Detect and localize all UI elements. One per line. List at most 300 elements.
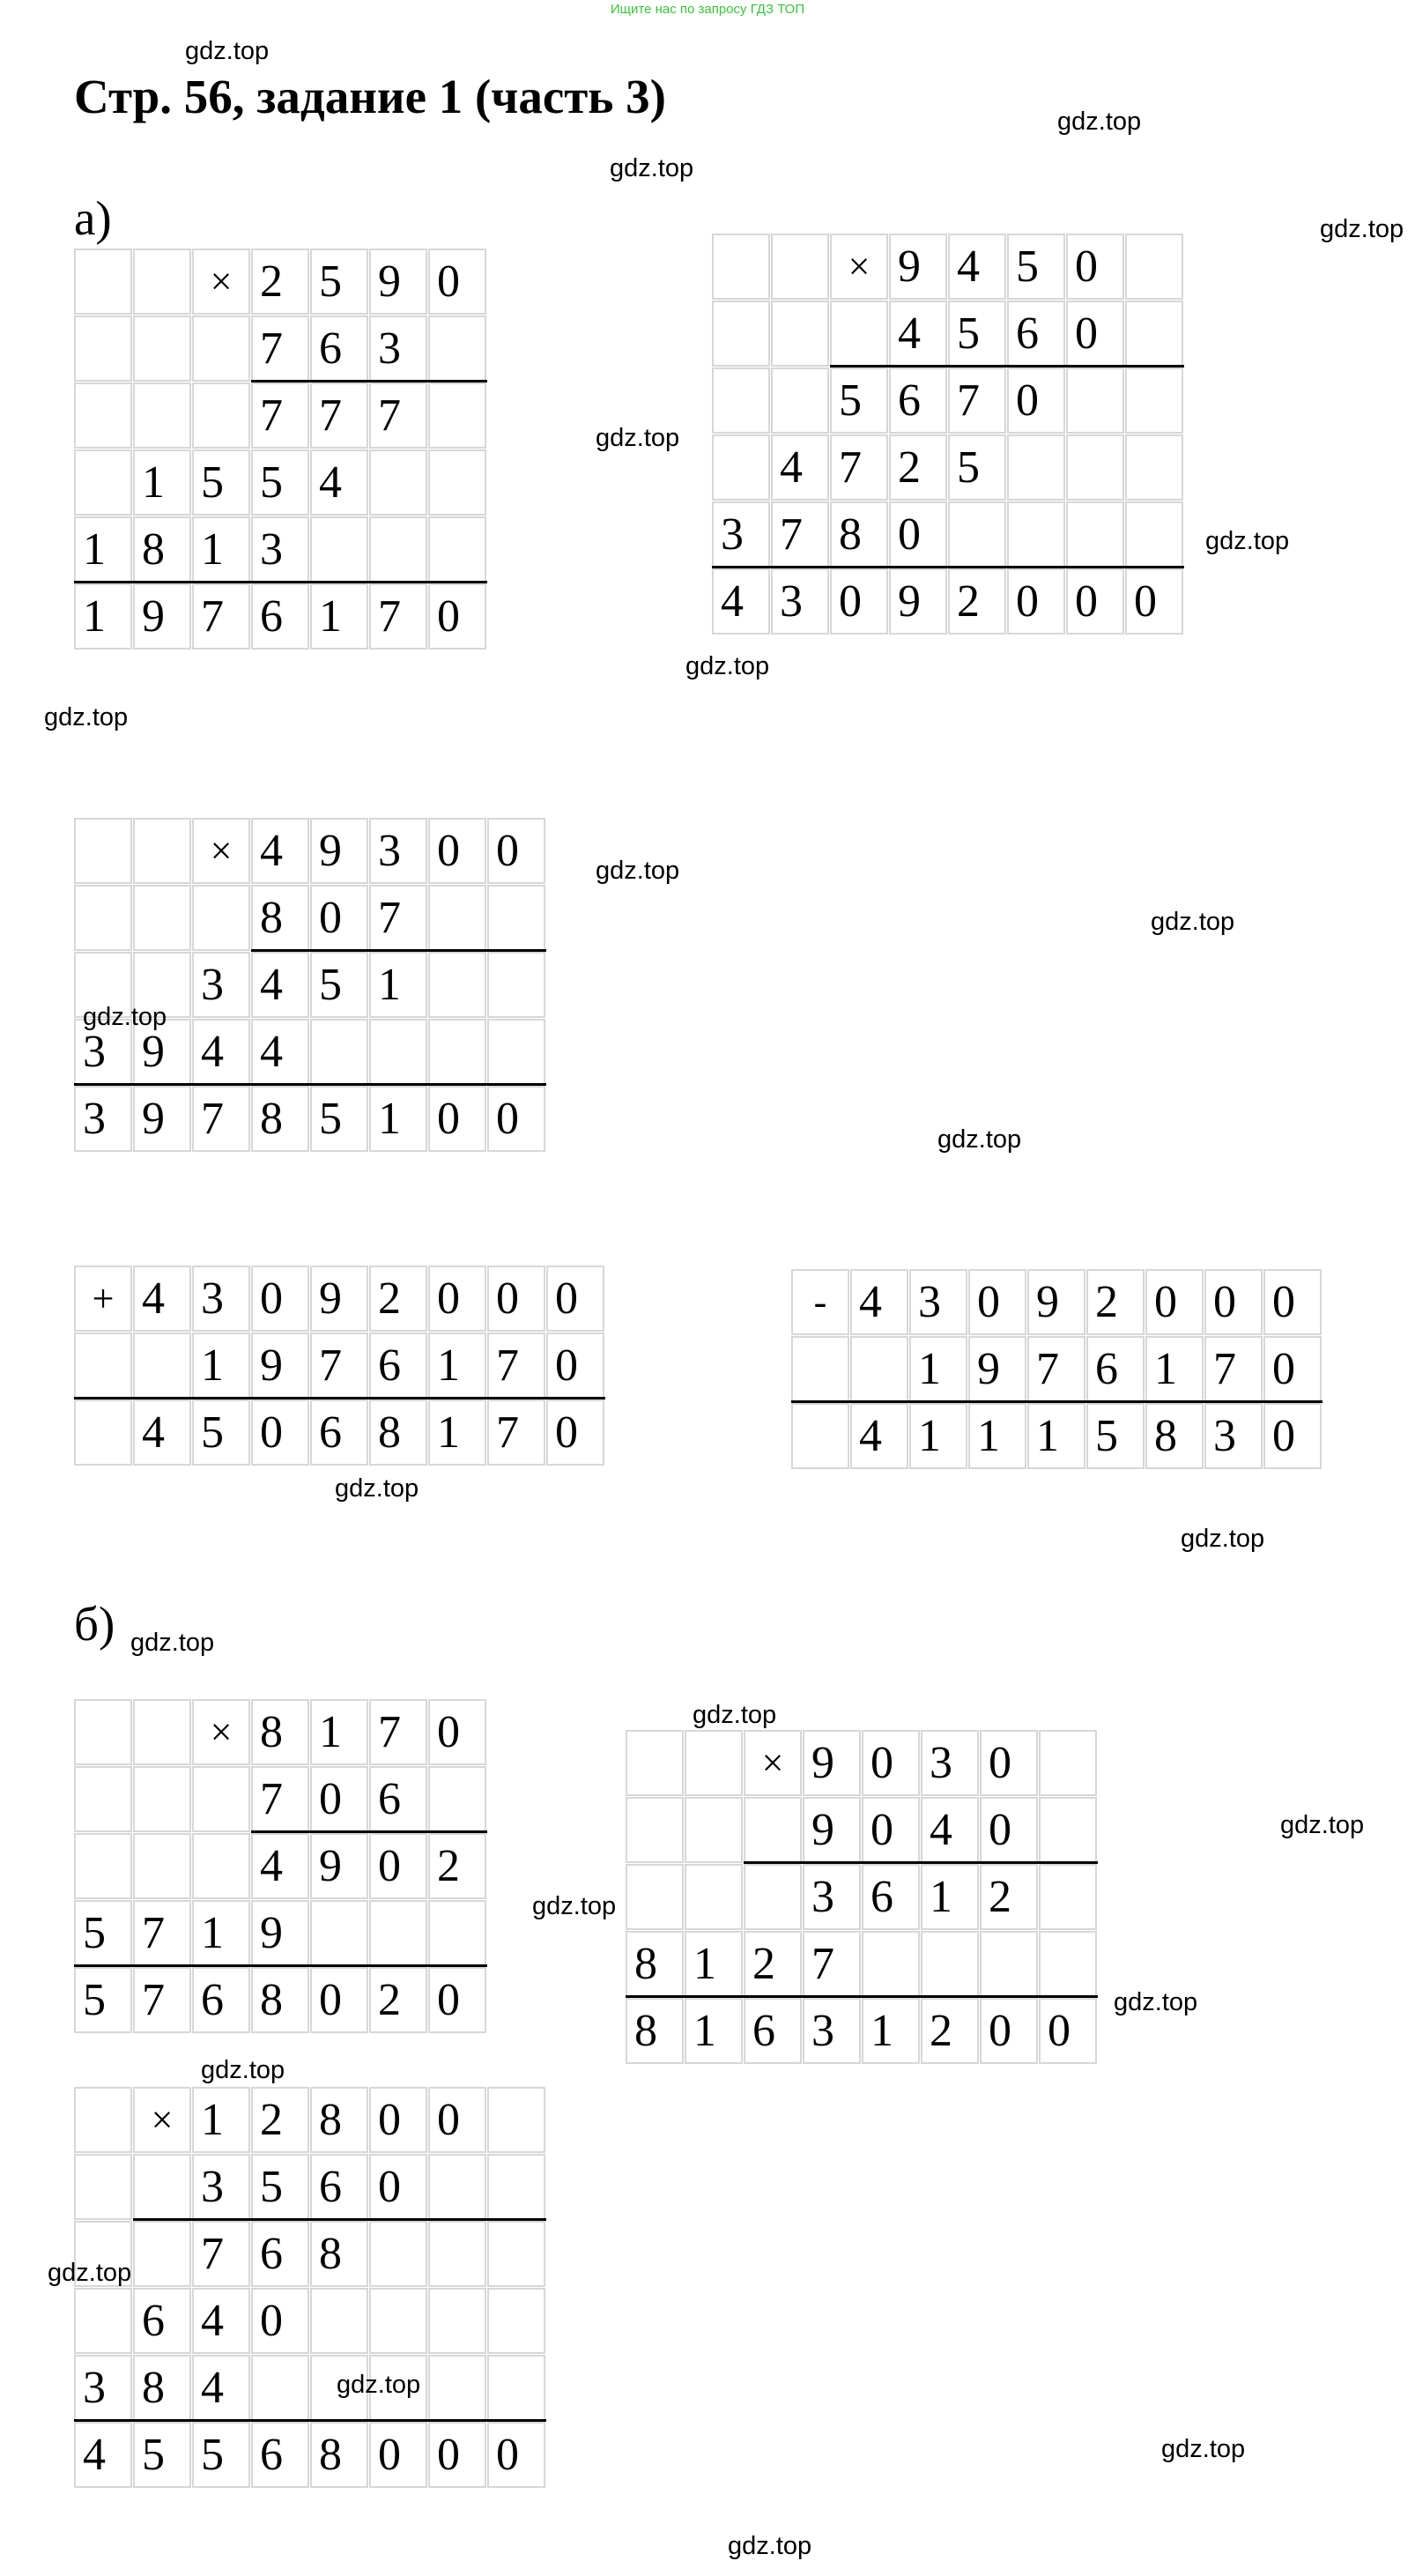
digit-cell: 3 (192, 1266, 250, 1332)
digit-cell: 2 (980, 1864, 1038, 1930)
digit-cell: 3 (803, 1998, 861, 2064)
digit-cell: 1 (1027, 1403, 1085, 1469)
digit-cell: 5 (251, 2154, 309, 2220)
watermark: gdz.top (937, 1125, 1022, 1154)
digit-cell (685, 1797, 743, 1863)
operator-sign: + (74, 1266, 132, 1332)
digit-cell: 1 (428, 1399, 486, 1466)
digit-cell (771, 301, 829, 367)
digit-cell: 4 (192, 2288, 250, 2354)
digit-cell (487, 1019, 545, 1085)
digit-cell (310, 1900, 368, 1966)
digit-cell: 0 (1066, 568, 1124, 635)
digit-cell (1039, 1730, 1097, 1796)
digit-cell: 1 (862, 1998, 920, 2064)
calculation-grid-a2 (712, 234, 1184, 635)
digit-cell: 2 (1086, 1269, 1145, 1335)
digit-cell: 3 (369, 316, 427, 382)
digit-cell (428, 1019, 486, 1085)
digit-cell: 0 (251, 1266, 309, 1332)
digit-cell: 1 (192, 2087, 250, 2153)
digit-cell: 1 (909, 1403, 967, 1469)
digit-cell: 5 (310, 1086, 368, 1152)
watermark: gdz.top (596, 424, 680, 452)
digit-cell (428, 316, 486, 382)
digit-cell: 0 (968, 1269, 1026, 1335)
watermark: gdz.top (693, 1701, 777, 1729)
digit-cell: 0 (369, 2422, 427, 2488)
operator-sign: × (192, 818, 250, 884)
calculation-grid-b2 (626, 1730, 1098, 2065)
digit-cell: 1 (192, 516, 250, 583)
digit-cell (133, 1699, 191, 1765)
digit-cell (1066, 501, 1124, 568)
operator-sign: × (192, 249, 250, 315)
digit-cell (1039, 1931, 1097, 1997)
digit-cell: 5 (133, 2422, 191, 2488)
digit-cell: 3 (74, 1019, 132, 1085)
digit-cell (1007, 501, 1065, 568)
digit-cell: 2 (251, 2087, 309, 2153)
digit-cell: 0 (369, 2154, 427, 2220)
digit-cell (487, 2355, 545, 2421)
digit-cell: 2 (369, 1266, 427, 1332)
digit-cell (369, 2288, 427, 2354)
digit-cell: 3 (909, 1269, 967, 1335)
digit-cell: 7 (1204, 1336, 1263, 1402)
digit-cell (251, 2355, 309, 2421)
digit-cell: 0 (251, 2288, 309, 2354)
digit-cell: 7 (133, 1900, 191, 1966)
digit-cell: 0 (980, 1730, 1038, 1796)
watermark: gdz.top (130, 1629, 215, 1657)
digit-cell: 1 (369, 952, 427, 1018)
digit-cell (74, 1333, 132, 1399)
digit-cell (133, 316, 191, 382)
digit-cell (712, 301, 770, 367)
digit-cell: 0 (889, 501, 947, 568)
digit-cell (771, 234, 829, 300)
digit-cell: 0 (1066, 301, 1124, 367)
digit-cell (744, 1797, 802, 1863)
digit-cell: 7 (251, 382, 309, 449)
digit-cell: 7 (1027, 1336, 1085, 1402)
digit-cell (744, 1864, 802, 1930)
digit-cell: 2 (889, 434, 947, 501)
digit-cell (428, 952, 486, 1018)
digit-cell: 9 (889, 568, 947, 635)
digit-cell: 9 (310, 1833, 368, 1899)
digit-cell: 1 (74, 583, 132, 650)
digit-cell: 3 (712, 501, 770, 568)
digit-cell (133, 2221, 191, 2287)
digit-cell (1039, 1864, 1097, 1930)
digit-cell: 3 (192, 952, 250, 1018)
digit-cell (428, 2154, 486, 2220)
digit-cell (487, 2288, 545, 2354)
digit-cell: 0 (428, 2422, 486, 2488)
digit-cell: 4 (921, 1797, 979, 1863)
digit-cell: 0 (1039, 1998, 1097, 2064)
digit-cell: 1 (428, 1333, 486, 1399)
digit-cell (487, 952, 545, 1018)
digit-cell (74, 2288, 132, 2354)
operator-sign: - (791, 1269, 849, 1335)
digit-cell: 0 (487, 818, 545, 884)
digit-cell (310, 2288, 368, 2354)
calculation-grid-a3 (74, 818, 546, 1153)
digit-cell (74, 2154, 132, 2220)
digit-cell (133, 1333, 191, 1399)
digit-cell: 9 (133, 1019, 191, 1085)
digit-cell: 4 (192, 1019, 250, 1085)
digit-cell: 0 (1007, 367, 1065, 434)
digit-cell: 6 (310, 316, 368, 382)
digit-cell (1007, 434, 1065, 501)
digit-cell: 2 (251, 249, 309, 315)
digit-cell: 0 (310, 1967, 368, 2033)
digit-cell: 0 (310, 885, 368, 951)
digit-cell (133, 1766, 191, 1832)
digit-cell: 9 (369, 249, 427, 315)
digit-cell: 6 (1007, 301, 1065, 367)
digit-cell: 2 (369, 1967, 427, 2033)
digit-cell (74, 885, 132, 951)
digit-cell: 1 (685, 1931, 743, 1997)
digit-cell: 0 (428, 2087, 486, 2153)
digit-cell: 9 (251, 1333, 309, 1399)
digit-cell (74, 1766, 132, 1832)
digit-cell (428, 1766, 486, 1832)
digit-cell: 1 (310, 1699, 368, 1765)
digit-cell (1039, 1797, 1097, 1863)
digit-cell: 0 (862, 1797, 920, 1863)
watermark: gdz.top (335, 1474, 419, 1503)
digit-cell (74, 1699, 132, 1765)
digit-cell: 4 (889, 301, 947, 367)
digit-cell (626, 1797, 684, 1863)
digit-cell (980, 1931, 1038, 1997)
operator-sign: × (133, 2087, 191, 2153)
digit-cell: 0 (830, 568, 888, 635)
digit-cell (712, 234, 770, 300)
digit-cell: 6 (192, 1967, 250, 2033)
digit-cell (712, 367, 770, 434)
digit-cell: 1 (133, 449, 191, 516)
digit-cell (1125, 367, 1183, 434)
digit-cell (712, 434, 770, 501)
section-a-label: а) (74, 191, 112, 245)
digit-cell: 4 (133, 1399, 191, 1466)
digit-cell: 0 (487, 1266, 545, 1332)
watermark: gdz.top (1280, 1811, 1365, 1839)
digit-cell: 9 (968, 1336, 1026, 1402)
digit-cell: 4 (850, 1403, 908, 1469)
digit-cell (74, 1833, 132, 1899)
digit-cell: 1 (921, 1864, 979, 1930)
digit-cell (428, 516, 486, 583)
digit-cell (1125, 434, 1183, 501)
search-banner[interactable]: Ищите нас по запросу ГДЗ ТОП (610, 2, 805, 17)
digit-cell: 7 (830, 434, 888, 501)
digit-cell: 0 (980, 1998, 1038, 2064)
digit-cell: 6 (862, 1864, 920, 1930)
digit-cell: 9 (133, 583, 191, 650)
digit-cell (487, 885, 545, 951)
digit-cell (428, 2355, 486, 2421)
digit-cell (850, 1336, 908, 1402)
digit-cell (487, 2087, 545, 2153)
digit-cell: 8 (310, 2221, 368, 2287)
digit-cell: 4 (251, 952, 309, 1018)
digit-cell: 1 (310, 583, 368, 650)
digit-cell: 8 (626, 1998, 684, 2064)
digit-cell: 5 (74, 1967, 132, 2033)
digit-cell: 9 (310, 818, 368, 884)
digit-cell: 0 (487, 2422, 545, 2488)
digit-cell: 3 (1204, 1403, 1263, 1469)
digit-cell: 8 (626, 1931, 684, 1997)
operator-sign: × (830, 234, 888, 300)
digit-cell: 7 (487, 1333, 545, 1399)
digit-cell (487, 2221, 545, 2287)
digit-cell: 4 (74, 2422, 132, 2488)
digit-cell: 5 (948, 434, 1006, 501)
digit-cell (428, 2221, 486, 2287)
digit-cell: 0 (1066, 234, 1124, 300)
digit-cell: 2 (921, 1998, 979, 2064)
digit-cell (192, 885, 250, 951)
digit-cell: 8 (830, 501, 888, 568)
digit-cell (791, 1403, 849, 1469)
digit-cell: 7 (369, 583, 427, 650)
digit-cell (192, 1766, 250, 1832)
digit-cell: 6 (369, 1333, 427, 1399)
digit-cell (369, 2221, 427, 2287)
digit-cell (428, 885, 486, 951)
calculation-grid-b1 (74, 1699, 487, 2034)
watermark: gdz.top (685, 652, 770, 680)
digit-cell: 3 (74, 2355, 132, 2421)
digit-cell: 5 (1086, 1403, 1145, 1469)
digit-cell: 1 (1145, 1336, 1204, 1402)
digit-cell: 4 (133, 1266, 191, 1332)
digit-cell (310, 516, 368, 583)
digit-cell (791, 1336, 849, 1402)
watermark: gdz.top (532, 1892, 617, 1920)
digit-cell: 0 (487, 1086, 545, 1152)
digit-cell: 4 (771, 434, 829, 501)
digit-cell (948, 501, 1006, 568)
digit-cell (626, 1730, 684, 1796)
digit-cell: 9 (803, 1730, 861, 1796)
digit-cell: 3 (192, 2154, 250, 2220)
digit-cell: 4 (251, 1019, 309, 1085)
digit-cell: 0 (428, 818, 486, 884)
watermark: gdz.top (1151, 908, 1235, 936)
digit-cell: 0 (428, 1699, 486, 1765)
digit-cell (310, 1019, 368, 1085)
digit-cell: 0 (428, 1266, 486, 1332)
digit-cell: 0 (310, 1766, 368, 1832)
digit-cell: 0 (428, 1967, 486, 2033)
digit-cell: 6 (744, 1998, 802, 2064)
digit-cell (1125, 301, 1183, 367)
watermark: gdz.top (185, 37, 270, 65)
digit-cell: 8 (310, 2422, 368, 2488)
digit-cell (74, 249, 132, 315)
digit-cell: 5 (192, 449, 250, 516)
watermark: gdz.top (1161, 2435, 1246, 2463)
calculation-grid-a5 (791, 1269, 1322, 1470)
digit-cell: 1 (968, 1403, 1026, 1469)
digit-cell: 1 (685, 1998, 743, 2064)
digit-cell: 5 (192, 1399, 250, 1466)
digit-cell: 0 (1007, 568, 1065, 635)
digit-cell: 0 (1263, 1403, 1322, 1469)
digit-cell: 9 (1027, 1269, 1085, 1335)
digit-cell: 6 (310, 2154, 368, 2220)
digit-cell (771, 367, 829, 434)
digit-cell: 4 (712, 568, 770, 635)
digit-cell: 8 (369, 1399, 427, 1466)
digit-cell: 9 (310, 1266, 368, 1332)
digit-cell: 4 (251, 818, 309, 884)
digit-cell: 8 (1145, 1403, 1204, 1469)
digit-cell: 8 (251, 1699, 309, 1765)
digit-cell: 5 (74, 1900, 132, 1966)
digit-cell (74, 1399, 132, 1466)
digit-cell (428, 449, 486, 516)
digit-cell (74, 382, 132, 449)
digit-cell: 6 (1086, 1336, 1145, 1402)
watermark: gdz.top (48, 2259, 132, 2287)
digit-cell (192, 1833, 250, 1899)
digit-cell: 6 (251, 2422, 309, 2488)
digit-cell (133, 818, 191, 884)
digit-cell: 7 (310, 382, 368, 449)
digit-cell: 5 (830, 367, 888, 434)
digit-cell: 1 (192, 1900, 250, 1966)
digit-cell: 8 (251, 885, 309, 951)
digit-cell (369, 1019, 427, 1085)
watermark: gdz.top (1181, 1525, 1265, 1553)
digit-cell: 0 (428, 583, 486, 650)
digit-cell: 8 (310, 2087, 368, 2153)
digit-cell: 0 (251, 1399, 309, 1466)
digit-cell: 0 (428, 249, 486, 315)
page-title: Стр. 56, задание 1 (часть 3) (74, 70, 666, 123)
digit-cell: 0 (1263, 1269, 1322, 1335)
digit-cell: 6 (133, 2288, 191, 2354)
digit-cell: 1 (909, 1336, 967, 1402)
digit-cell: 2 (948, 568, 1006, 635)
watermark: gdz.top (83, 1003, 167, 1031)
digit-cell (133, 2154, 191, 2220)
digit-cell (685, 1864, 743, 1930)
digit-cell: 9 (803, 1797, 861, 1863)
digit-cell (74, 316, 132, 382)
digit-cell: 5 (310, 249, 368, 315)
watermark: gdz.top (596, 857, 680, 885)
watermark: gdz.top (728, 2532, 812, 2560)
digit-cell: 3 (771, 568, 829, 635)
digit-cell: 6 (310, 1399, 368, 1466)
digit-cell: 0 (546, 1266, 604, 1332)
digit-cell (369, 449, 427, 516)
digit-cell: 5 (251, 449, 309, 516)
digit-cell: 0 (1145, 1269, 1204, 1335)
digit-cell: 0 (546, 1399, 604, 1466)
digit-cell: 6 (369, 1766, 427, 1832)
digit-cell: 4 (192, 2355, 250, 2421)
digit-cell (369, 516, 427, 583)
digit-cell (921, 1931, 979, 1997)
digit-cell: 0 (546, 1333, 604, 1399)
digit-cell: 0 (980, 1797, 1038, 1863)
digit-cell (487, 2154, 545, 2220)
digit-cell: 7 (369, 885, 427, 951)
watermark: gdz.top (201, 2056, 285, 2084)
digit-cell: 9 (251, 1900, 309, 1966)
digit-cell (192, 382, 250, 449)
watermark: gdz.top (1205, 527, 1290, 555)
digit-cell: 0 (1263, 1336, 1322, 1402)
digit-cell: 4 (948, 234, 1006, 300)
digit-cell: 0 (369, 1833, 427, 1899)
digit-cell (1066, 367, 1124, 434)
digit-cell: 8 (251, 1967, 309, 2033)
digit-cell: 4 (310, 449, 368, 516)
digit-cell (428, 2288, 486, 2354)
digit-cell: 3 (803, 1864, 861, 1930)
digit-cell: 7 (948, 367, 1006, 434)
digit-cell: 3 (369, 818, 427, 884)
digit-cell: 5 (192, 2422, 250, 2488)
section-b-label: б) (74, 1597, 115, 1651)
calculation-grid-b3 (74, 2087, 546, 2489)
digit-cell: 7 (487, 1399, 545, 1466)
digit-cell: 9 (889, 234, 947, 300)
digit-cell: 9 (133, 1086, 191, 1152)
digit-cell: 7 (192, 1086, 250, 1152)
digit-cell: 2 (428, 1833, 486, 1899)
calculation-grid-a1 (74, 249, 487, 650)
digit-cell: 5 (310, 952, 368, 1018)
operator-sign: × (744, 1730, 802, 1796)
digit-cell: 1 (74, 516, 132, 583)
digit-cell: 7 (369, 1699, 427, 1765)
digit-cell: 7 (192, 2221, 250, 2287)
digit-cell: 4 (251, 1833, 309, 1899)
calculation-grid-a4 (74, 1266, 605, 1466)
watermark: gdz.top (44, 703, 129, 731)
digit-cell: 1 (369, 1086, 427, 1152)
digit-cell (133, 382, 191, 449)
digit-cell: 7 (192, 583, 250, 650)
digit-cell: 3 (921, 1730, 979, 1796)
digit-cell: 5 (948, 301, 1006, 367)
digit-cell (626, 1864, 684, 1930)
watermark: gdz.top (337, 2371, 421, 2399)
digit-cell (428, 1900, 486, 1966)
digit-cell (74, 449, 132, 516)
digit-cell: 0 (1125, 568, 1183, 635)
digit-cell: 7 (133, 1967, 191, 2033)
digit-cell (1125, 234, 1183, 300)
digit-cell: 7 (310, 1333, 368, 1399)
digit-cell (133, 249, 191, 315)
